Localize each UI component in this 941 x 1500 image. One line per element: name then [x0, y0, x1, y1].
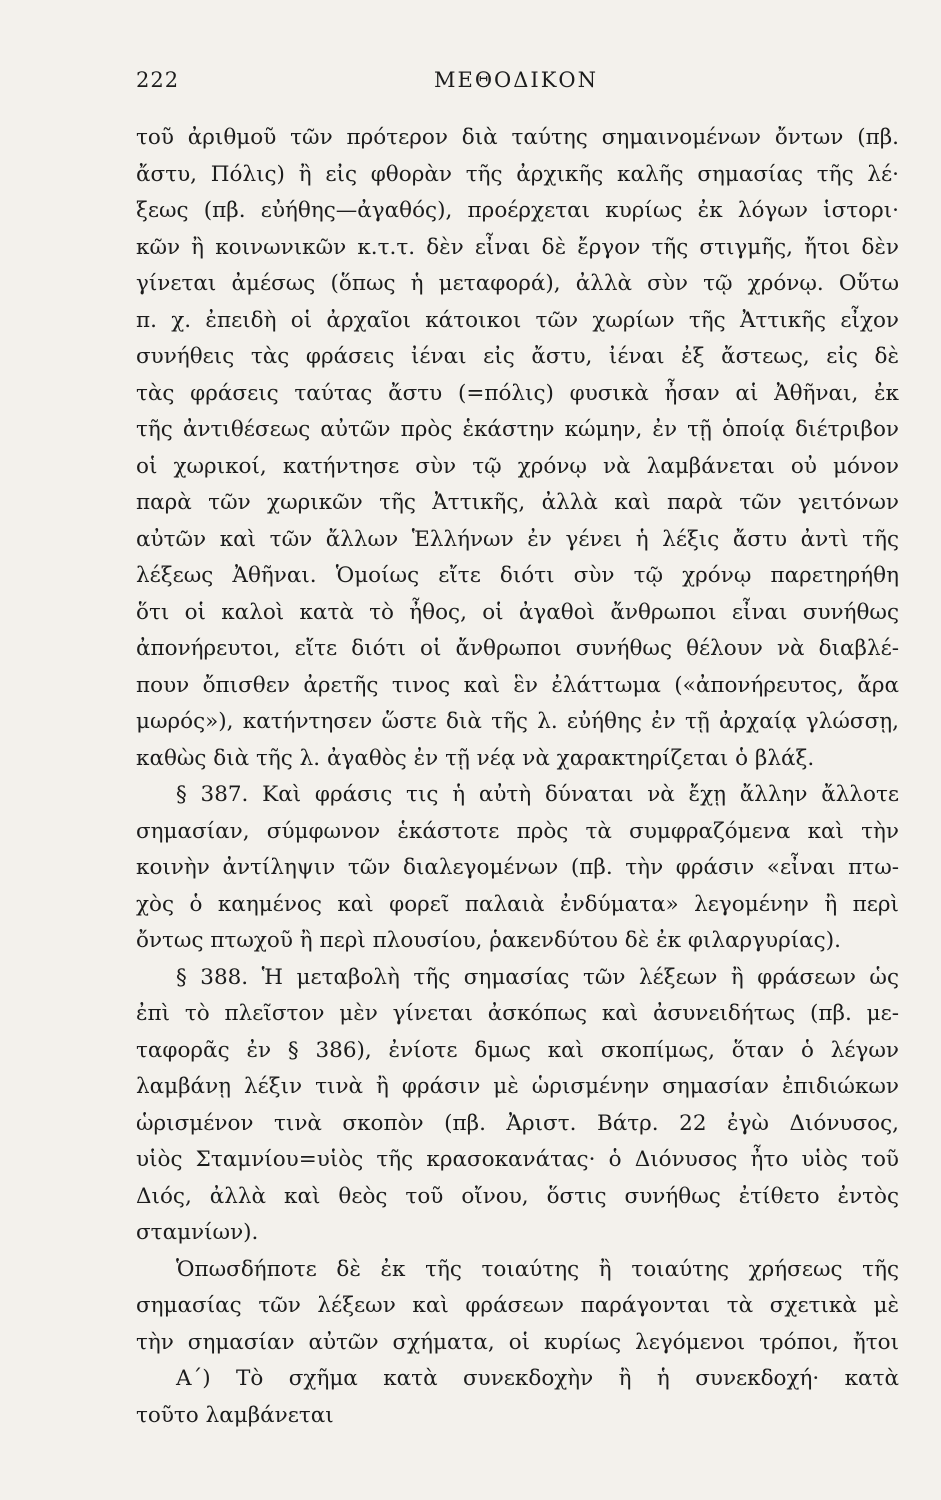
text-line: § 388. Ἡ μεταβολὴ τῆς σημασίας τῶν λέξεων ἢ φράσεων ὡς	[176, 964, 899, 990]
text-line: γίνεται ἀμέσως (ὅπως ἡ μεταφορά), ἀλλὰ σὺν τῷ χρόνῳ. Οὕτω	[136, 271, 899, 296]
text-line: ὄντως πτωχοῦ ἢ περὶ πλουσίου, ῥακενδύτου δὲ ἐκ φιλαργυρίας).	[136, 928, 841, 953]
text-line: ὡρισμένον τινὰ σκοπὸν (πβ. Ἀριστ. Βάτρ. 22 ἐγὼ Διόνυσος,	[136, 1110, 899, 1136]
running-title: ΜΕΘΟΔΙΚΟΝ	[433, 68, 598, 92]
text-line: παρὰ τῶν χωρικῶν τῆς Ἀττικῆς, ἀλλὰ καὶ παρὰ τῶν γειτόνων	[136, 490, 899, 515]
text-line: τοῦτο λαμβάνεται	[136, 1402, 334, 1428]
text-line: οἱ χωρικοί, κατήντησε σὺν τῷ χρόνῳ νὰ λαμβάνεται οὐ μόνον	[136, 453, 899, 479]
text-line: ἀπονήρευτοι, εἴτε διότι οἱ ἄνθρωποι συνήθως θέλουν νὰ διαβλέ-	[136, 636, 899, 661]
text-line: λέξεως Ἀθῆναι. Ὁμοίως εἴτε διότι σὺν τῷ χρόνῳ παρετηρήθη	[136, 563, 899, 588]
text-line: κῶν ἢ κοινωνικῶν κ.τ.τ. δὲν εἶναι δὲ ἔργον τῆς στιγμῆς, ἤτοι δὲν	[136, 234, 899, 260]
text-line: μωρός»), κατήντησεν ὥστε διὰ τῆς λ. εὐήθης ἐν τῇ ἀρχαίᾳ γλώσσῃ,	[136, 709, 899, 734]
text-line: ταφορᾶς ἐν § 386), ἐνίοτε δμως καὶ σκοπίμως, ὅταν ὁ λέγων	[136, 1037, 899, 1063]
page-number: 222	[136, 68, 180, 92]
text-line: τοῦ ἀριθμοῦ τῶν πρότερον διὰ ταύτης σημαινομένων ὄντων (πβ.	[136, 125, 899, 150]
text-line: υἱὸς Σταμνίου=υἱὸς τῆς κρασοκανάτας· ὁ Διόνυσος ἦτο υἱὸς τοῦ	[136, 1147, 899, 1172]
text-line: καθὼς διὰ τῆς λ. ἀγαθὸς ἐν τῇ νέᾳ νὰ χαρακτηρίζεται ὁ βλάξ.	[136, 745, 815, 771]
text-line: πουν ὄπισθεν ἀρετῆς τινος καὶ ἓν ἐλάττωμα («ἀπονήρευτος, ἄρα	[136, 672, 899, 698]
text-line: τὴν σημασίαν αὐτῶν σχήματα, οἱ κυρίως λεγόμενοι τρόποι, ἤτοι	[136, 1329, 899, 1355]
page-body-text	[136, 120, 899, 1434]
text-line: § 387. Καὶ φράσις τις ἡ αὐτὴ δύναται νὰ ἔχῃ ἄλλην ἄλλοτε	[176, 782, 899, 807]
text-line: σημασίας τῶν λέξεων καὶ φράσεων παράγονται τὰ σχετικὰ μὲ	[136, 1293, 899, 1318]
text-line: κοινὴν ἀντίληψιν τῶν διαλεγομένων (πβ. τὴν φράσιν «εἶναι πτω-	[136, 855, 899, 880]
text-line: χὸς ὁ καημένος καὶ φορεῖ παλαιὰ ἐνδύματα» λεγομένην ἢ περὶ	[136, 891, 899, 917]
text-line: ὅτι οἱ καλοὶ κατὰ τὸ ἦθος, οἱ ἀγαθοὶ ἄνθρωποι εἶναι συνήθως	[136, 599, 899, 625]
text-line: ξεως (πβ. εὐήθης—ἀγαθός), προέρχεται κυρίως ἐκ λόγων ἱστορι·	[136, 198, 899, 223]
text-line: ἄστυ, Πόλις) ἢ εἰς φθορὰν τῆς ἀρχικῆς καλῆς σημασίας τῆς λέ·	[136, 161, 899, 187]
text-line: Διός, ἀλλὰ καὶ θεὸς τοῦ οἴνου, ὅστις συνήθως ἐτίθετο ἐντὸς	[136, 1183, 899, 1209]
page-header	[136, 64, 896, 104]
text-line: τῆς ἀντιθέσεως αὐτῶν πρὸς ἑκάστην κώμην, ἐν τῇ ὁποίᾳ διέτριβον	[136, 417, 899, 442]
text-line: π. χ. ἐπειδὴ οἱ ἀρχαῖοι κάτοικοι τῶν χωρίων τῆς Ἀττικῆς εἶχον	[136, 307, 899, 333]
text-line: λαμβάνῃ λέξιν τινὰ ἢ φράσιν μὲ ὡρισμένην σημασίαν ἐπιδιώκων	[136, 1074, 899, 1099]
text-line: Ὁπωσδήποτε δὲ ἐκ τῆς τοιαύτης ἢ τοιαύτης χρήσεως τῆς	[176, 1256, 899, 1282]
text-line: ἐπὶ τὸ πλεῖστον μὲν γίνεται ἀσκόπως καὶ ἀσυνειδήτως (πβ. με-	[136, 1001, 899, 1026]
text-line: σημασίαν, σύμφωνον ἑκάστοτε πρὸς τὰ συμφραζόμενα καὶ τὴν	[136, 818, 899, 844]
text-line: συνήθεις τὰς φράσεις ἰέναι εἰς ἄστυ, ἰέναι ἐξ ἄστεως, εἰς δὲ	[136, 344, 899, 369]
text-line: σταμνίων).	[136, 1220, 259, 1245]
text-line: αὐτῶν καὶ τῶν ἄλλων Ἑλλήνων ἐν γένει ἡ λέξις ἄστυ ἀντὶ τῆς	[136, 526, 899, 552]
text-line: Α΄) Τὸ σχῆμα κατὰ συνεκδοχὴν ἢ ἡ συνεκδοχή· κατὰ	[176, 1366, 899, 1391]
text-line: τὰς φράσεις ταύτας ἄστυ (=πόλις) φυσικὰ ἦσαν αἱ Ἀθῆναι, ἐκ	[136, 380, 899, 406]
